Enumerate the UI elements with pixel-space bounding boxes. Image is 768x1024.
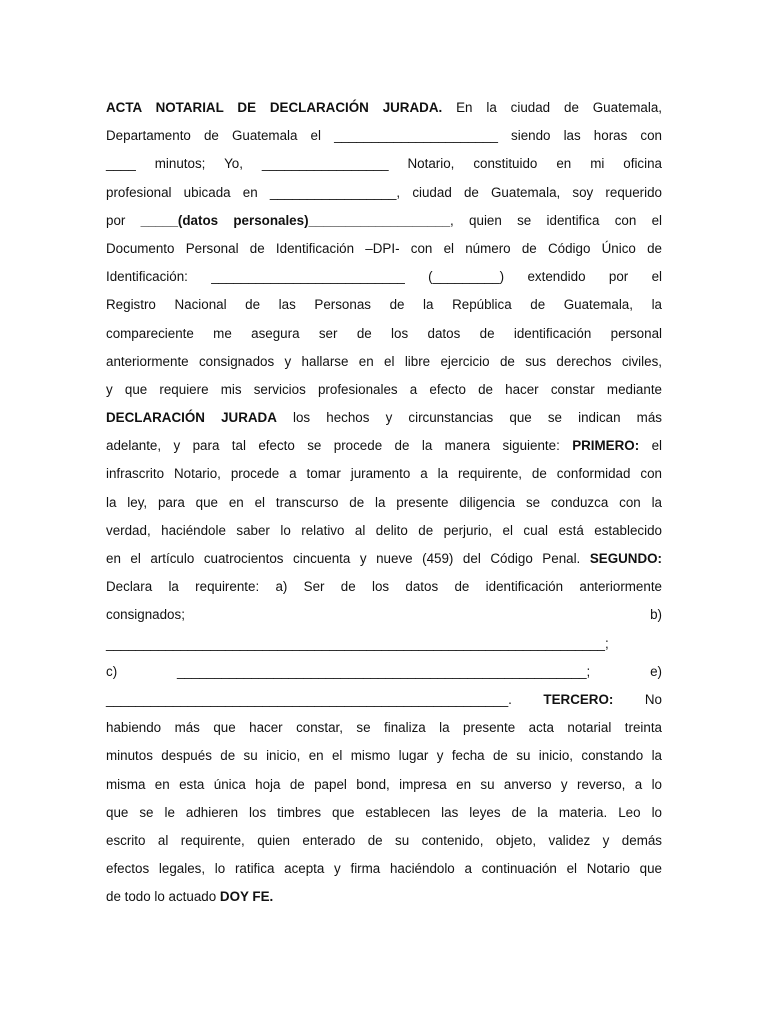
- text-segment: que se le adhieren los timbres que establecen las leyes de la materia. Leo lo: [106, 804, 662, 820]
- document-line: [106, 545, 662, 573]
- text-segment: escrito al requirente, quien enterado de su contenido, objeto, validez y demás: [106, 832, 662, 848]
- text-segment: ______________________________________________________.: [106, 691, 544, 707]
- document-line: [106, 827, 662, 855]
- document-line: [106, 714, 662, 742]
- document-line: [106, 799, 662, 827]
- text-segment: ____ minutos; Yo, _________________ Notario, constituido en mi oficina: [106, 156, 662, 172]
- text-segment: c) _______________________________________________________; e): [106, 663, 662, 679]
- document-line: [106, 742, 662, 770]
- text-segment: misma en esta única hoja de papel bond, impresa en su anverso y reverso, a lo: [106, 776, 662, 792]
- document-line: [106, 630, 662, 658]
- text-segment: minutos después de su inicio, en el mismo lugar y fecha de su inicio, constando la: [106, 748, 662, 764]
- document-line: [106, 771, 662, 799]
- text-segment: de todo lo actuado: [106, 889, 220, 905]
- document-line: [106, 404, 662, 432]
- text-segment: anteriormente consignados y hallarse en el libre ejercicio de sus derechos civiles,: [106, 353, 662, 369]
- text-segment: los hechos y circunstancias que se indican más: [276, 410, 662, 426]
- document-line: [106, 658, 662, 686]
- document-line: [106, 376, 662, 404]
- text-segment: infrascrito Notario, procede a tomar juramento a la requirente, de conformidad con: [106, 466, 662, 482]
- text-segment: Identificación: __________________________ (_________) extendido por el: [106, 269, 662, 285]
- text-segment: No: [613, 691, 662, 707]
- bold-text-segment: ACTA NOTARIAL DE DECLARACIÓN JURADA.: [106, 100, 443, 115]
- text-segment: la ley, para que en el transcurso de la presente diligencia se conduzca con la: [106, 494, 662, 510]
- document-line: [106, 348, 662, 376]
- text-segment: por: [106, 212, 141, 228]
- document-line: [106, 686, 662, 714]
- text-segment: profesional ubicada en _________________, ciudad de Guatemala, soy requerido: [106, 184, 662, 200]
- text-segment: ___________________________________________________________________;: [106, 635, 609, 651]
- text-segment: En la ciudad de Guatemala,: [442, 100, 662, 115]
- bold-text-segment: SEGUNDO:: [589, 551, 662, 566]
- document-line: [106, 320, 662, 348]
- document-line: [106, 573, 662, 601]
- notarial-act-body: [106, 94, 662, 911]
- text-segment: en el artículo cuatrocientos cincuenta y nueve (459) del Código Penal.: [106, 551, 590, 566]
- document-line: [106, 235, 662, 263]
- text-segment: , quien se identifica con el: [450, 212, 663, 228]
- document-line: [106, 122, 662, 150]
- document-line: [106, 432, 662, 460]
- text-segment: efectos legales, lo ratifica acepta y firma haciéndolo a continuación el Notario que: [106, 861, 662, 877]
- text-segment: Departamento de Guatemala el ______________________ siendo las horas con: [106, 128, 662, 144]
- text-segment: Registro Nacional de las Personas de la República de Guatemala, la: [106, 297, 662, 313]
- text-segment: habiendo más que hacer constar, se finaliza la presente acta notarial treinta: [106, 720, 662, 736]
- document-line: [106, 883, 662, 911]
- text-segment: verdad, haciéndole saber lo relativo al delito de perjurio, el cual está establecido: [106, 522, 662, 538]
- text-segment: y que requiere mis servicios profesionales a efecto de hacer constar mediante: [106, 381, 662, 397]
- document-line: [106, 179, 662, 207]
- document-line: [106, 207, 662, 235]
- document-line: [106, 601, 662, 629]
- bold-text-segment: _____(datos personales)___________________: [140, 212, 451, 228]
- document-line: [106, 291, 662, 319]
- document-line: [106, 460, 662, 488]
- bold-text-segment: DOY FE.: [219, 889, 274, 905]
- document-line: [106, 489, 662, 517]
- bold-text-segment: DECLARACIÓN JURADA: [106, 410, 277, 426]
- document-line: [106, 94, 662, 122]
- bold-text-segment: PRIMERO:: [572, 438, 640, 454]
- document-line: [106, 517, 662, 545]
- text-segment: consignados; b): [106, 607, 662, 623]
- document-line: [106, 855, 662, 883]
- text-segment: adelante, y para tal efecto se procede de la manera siguiente:: [106, 438, 573, 454]
- text-segment: el: [639, 438, 662, 454]
- bold-text-segment: TERCERO:: [543, 691, 614, 707]
- text-segment: Documento Personal de Identificación –DPI- con el número de Código Único de: [106, 240, 662, 256]
- document-line: [106, 263, 662, 291]
- document-line: [106, 150, 662, 178]
- text-segment: compareciente me asegura ser de los datos de identificación personal: [106, 325, 662, 341]
- text-segment: Declara la requirente: a) Ser de los datos de identificación anteriormente: [106, 579, 662, 595]
